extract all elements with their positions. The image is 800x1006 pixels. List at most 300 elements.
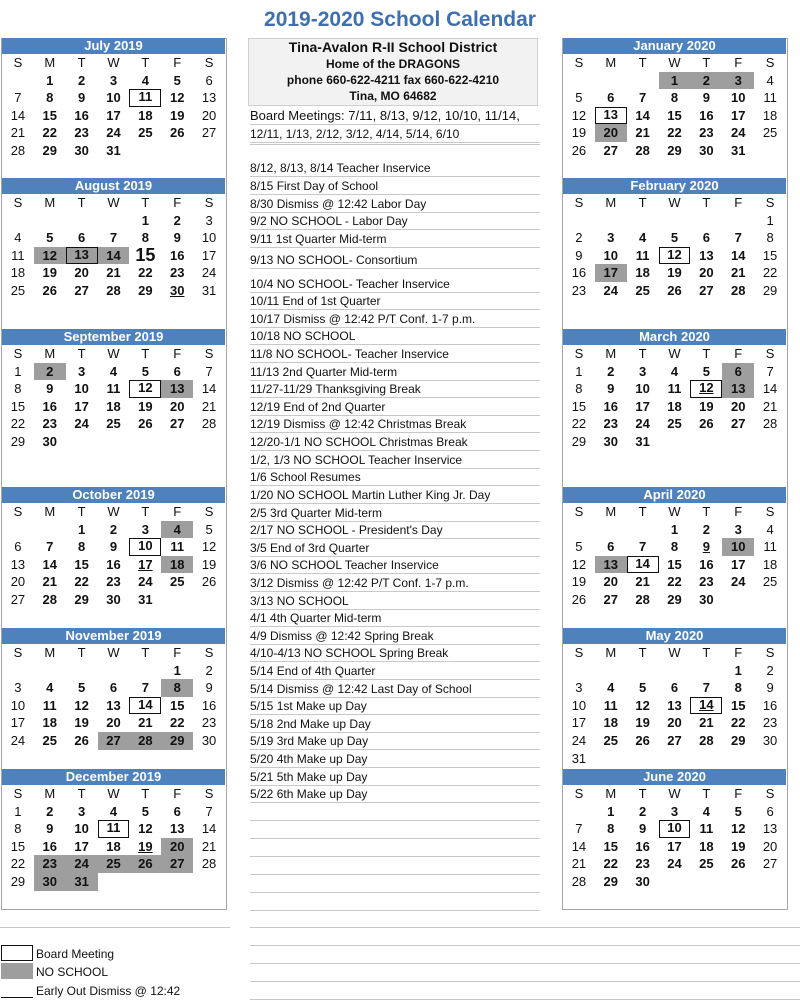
day-cell: 11	[98, 820, 130, 838]
day-cell: 29	[730, 732, 746, 748]
day-cell: 31	[106, 142, 121, 158]
event-line: 4/1 4th Quarter Mid-term	[250, 610, 540, 627]
day-cell: 22	[667, 574, 682, 590]
day-cell: 24	[571, 732, 587, 748]
district-name: Tina-Avalon R-II School District	[288, 39, 498, 55]
day-cell: 12	[129, 380, 161, 398]
day-cell: 24	[730, 125, 746, 141]
event-line: 8/15 First Day of School	[250, 178, 540, 195]
day-cell: 8	[14, 821, 22, 837]
weekday-label: W	[107, 786, 120, 801]
weekday-label: M	[44, 504, 56, 519]
calendar-june-2020	[563, 769, 786, 891]
day-cell: 20	[106, 715, 121, 731]
day-cell: 19	[635, 715, 650, 731]
weekday-label: T	[141, 786, 150, 801]
day-cell: 10	[571, 697, 587, 713]
day-cell: 16	[42, 398, 57, 414]
day-cell: 27	[603, 591, 618, 607]
day-cell: 8	[78, 539, 86, 555]
day-cell: 8	[766, 230, 774, 246]
day-cell: 22	[571, 416, 587, 432]
day-cell: 10	[10, 697, 26, 713]
event-line: 10/11 End of 1st Quarter	[250, 293, 540, 310]
day-cell: 2	[575, 230, 583, 246]
day-cell: 13	[10, 556, 26, 572]
day-cell: 14	[627, 556, 659, 574]
day-cell: 10	[129, 538, 161, 556]
day-cell: 7	[109, 230, 118, 246]
weekday-label: S	[574, 786, 584, 801]
day-cell: 4	[109, 803, 118, 819]
weekday-label: F	[173, 195, 182, 210]
day-cell: 15	[762, 247, 778, 263]
day-cell: 23	[603, 416, 618, 432]
weekday-label: S	[204, 504, 214, 519]
day-cell: 17	[201, 247, 217, 263]
weekday-label: W	[107, 346, 120, 361]
empty-cell	[690, 212, 722, 230]
empty-cell	[129, 662, 161, 680]
weekday-label: F	[173, 645, 182, 660]
day-cell: 31	[635, 433, 650, 449]
day-cell: 17	[138, 556, 153, 572]
day-cell: 21	[10, 125, 26, 141]
day-cell: 7	[575, 821, 583, 837]
day-cell: 4	[109, 363, 118, 379]
day-cell: 21	[635, 574, 650, 590]
day-cell: 8	[607, 821, 615, 837]
day-cell: 31	[571, 750, 587, 766]
month-grid	[563, 54, 786, 160]
day-cell: 14	[201, 821, 217, 837]
day-cell: 5	[575, 90, 583, 106]
day-cell: 11	[106, 381, 121, 397]
day-cell: 25	[699, 856, 714, 872]
day-cell: 1	[607, 803, 615, 819]
day-cell: 21	[730, 265, 746, 281]
day-cell: 7	[205, 363, 213, 379]
empty-cell	[722, 212, 754, 230]
day-cell: 23	[635, 856, 650, 872]
day-cell: 30	[699, 591, 714, 607]
weekday-label: S	[765, 645, 775, 660]
day-cell: 11	[170, 539, 185, 555]
day-cell: 22	[762, 265, 778, 281]
day-cell: 2	[173, 212, 181, 228]
day-cell: 19	[74, 715, 89, 731]
day-cell: 10	[722, 538, 754, 556]
day-cell: 3	[734, 521, 742, 537]
day-cell: 9	[46, 381, 54, 397]
day-cell: 19	[667, 265, 682, 281]
day-cell: 5	[734, 803, 742, 819]
day-cell: 5	[141, 363, 149, 379]
day-cell: 20	[603, 574, 618, 590]
empty-cell	[627, 662, 659, 680]
day-cell: 9	[173, 230, 181, 246]
weekday-label: F	[734, 645, 743, 660]
event-line: 12/19 End of 2nd Quarter	[250, 399, 540, 416]
day-cell: 31	[66, 873, 98, 891]
weekday-label: F	[734, 195, 743, 210]
day-cell: 17	[10, 715, 26, 731]
day-cell: 30	[42, 433, 57, 449]
day-cell: 22	[10, 856, 26, 872]
day-cell: 12	[138, 821, 153, 837]
day-cell: 25	[762, 574, 778, 590]
day-cell: 23	[169, 265, 185, 281]
day-cell: 28	[635, 591, 650, 607]
day-cell: 1	[734, 662, 742, 678]
weekday-label: T	[702, 645, 711, 660]
day-cell: 3	[639, 363, 647, 379]
event-line: 5/20 4th Make up Day	[250, 751, 540, 768]
empty-cell	[563, 662, 595, 680]
empty-cell	[98, 662, 130, 680]
day-cell: 18	[106, 398, 121, 414]
day-cell: 9	[607, 381, 615, 397]
month-header: October 2019	[2, 487, 225, 503]
day-cell: 10	[659, 820, 691, 838]
day-cell: 23	[201, 715, 217, 731]
weekday-label: T	[141, 346, 150, 361]
day-cell: 19	[730, 838, 746, 854]
calendar-august-2019	[2, 178, 225, 300]
weekday-label: W	[107, 645, 120, 660]
weekday-label: T	[638, 504, 647, 519]
day-cell: 16	[106, 556, 121, 572]
day-cell: 7	[639, 90, 647, 106]
event-line: 5/15 1st Make up Day	[250, 698, 540, 715]
day-cell: 27	[10, 591, 26, 607]
day-cell: 29	[74, 591, 89, 607]
empty-cell	[627, 212, 659, 230]
day-cell: 26	[138, 416, 153, 432]
empty-cell	[2, 72, 34, 90]
day-cell: 11	[763, 90, 777, 106]
day-cell: 8	[670, 90, 679, 106]
day-cell: 26	[667, 282, 682, 298]
weekday-label: T	[638, 645, 647, 660]
empty-cell	[563, 212, 595, 230]
day-cell: 3	[205, 212, 213, 228]
day-cell: 25	[169, 574, 185, 590]
month-grid	[2, 54, 225, 160]
day-cell: 4	[766, 521, 774, 537]
day-cell: 3	[575, 680, 583, 696]
event-line: 9/13 NO SCHOOL- Consortium	[250, 252, 540, 269]
day-cell: 8	[575, 381, 583, 397]
day-cell: 23	[34, 855, 66, 873]
weekday-label: S	[574, 645, 584, 660]
event-line: 8/12, 8/13, 8/14 Teacher Inservice	[250, 160, 540, 177]
weekday-label: T	[77, 55, 86, 70]
day-cell: 23	[106, 574, 121, 590]
day-cell: 14	[129, 697, 161, 715]
day-cell: 9	[78, 90, 86, 106]
empty-cell	[34, 662, 66, 680]
day-cell: 5	[702, 363, 710, 379]
empty-cell	[2, 662, 34, 680]
day-cell: 15	[667, 107, 682, 123]
day-cell: 31	[138, 591, 153, 607]
event-line: 12/11, 1/13, 2/12, 3/12, 4/14, 5/14, 6/10	[250, 126, 540, 143]
month-header: December 2019	[2, 769, 225, 785]
day-cell: 9	[575, 247, 583, 263]
day-cell: 9	[766, 680, 774, 696]
event-line: 8/30 Dismiss @ 12:42 Labor Day	[250, 196, 540, 213]
day-cell: 22	[10, 416, 26, 432]
empty-cell	[595, 662, 627, 680]
event-line: 3/6 NO SCHOOL Teacher Inservice	[250, 557, 540, 574]
day-cell: 4	[14, 230, 22, 246]
day-cell: 18	[161, 556, 193, 574]
day-cell: 11	[699, 821, 714, 837]
weekday-label: T	[77, 195, 86, 210]
weekday-label: M	[44, 645, 56, 660]
event-line: 10/18 NO SCHOOL	[250, 328, 540, 345]
day-cell: 12	[690, 380, 722, 398]
day-cell: 19	[42, 265, 57, 281]
day-cell: 26	[201, 574, 217, 590]
day-cell: 28	[571, 873, 587, 889]
day-cell: 10	[603, 247, 618, 263]
day-cell: 28	[762, 416, 778, 432]
day-cell: 6	[702, 230, 710, 246]
day-cell: 19	[571, 125, 587, 141]
day-cell: 29	[161, 732, 193, 750]
day-cell: 3	[141, 521, 149, 537]
day-cell: 18	[635, 265, 650, 281]
event-line: 3/13 NO SCHOOL	[250, 593, 540, 610]
day-cell: 2	[46, 803, 54, 819]
day-cell: 25	[10, 282, 26, 298]
day-cell: 7	[766, 363, 774, 379]
day-cell: 4	[670, 363, 679, 379]
day-cell: 25	[667, 416, 682, 432]
day-cell: 5	[141, 803, 149, 819]
day-cell: 12	[659, 247, 691, 265]
legend-no-school-label: NO SCHOOL	[36, 965, 109, 979]
day-cell: 5	[639, 680, 647, 696]
early-out-swatch	[1, 982, 33, 998]
day-cell: 29	[762, 282, 778, 298]
day-cell: 28	[699, 732, 714, 748]
day-cell: 2	[34, 363, 66, 381]
day-cell: 3	[722, 72, 754, 90]
day-cell: 23	[699, 574, 714, 590]
day-cell: 12	[201, 539, 217, 555]
day-cell: 3	[78, 803, 86, 819]
weekday-label: F	[734, 346, 743, 361]
day-cell: 6	[607, 539, 615, 555]
day-cell: 4	[607, 680, 615, 696]
day-cell: 26	[699, 416, 714, 432]
event-line: 11/8 NO SCHOOL- Teacher Inservice	[250, 346, 540, 363]
month-header: February 2020	[563, 178, 786, 194]
day-cell: 16	[169, 247, 185, 263]
day-cell: 6	[173, 803, 181, 819]
weekday-label: S	[765, 346, 775, 361]
day-cell: 16	[201, 697, 217, 713]
weekday-label: S	[13, 645, 23, 660]
day-cell: 26	[571, 142, 587, 158]
event-line: 1/6 School Resumes	[250, 469, 540, 486]
day-cell: 24	[106, 125, 121, 141]
empty-cell	[690, 662, 722, 680]
day-cell: 8	[670, 539, 679, 555]
day-cell: 20	[699, 265, 714, 281]
weekday-label: M	[44, 346, 56, 361]
day-cell: 24	[138, 574, 153, 590]
day-cell: 28	[10, 142, 26, 158]
day-cell: 22	[42, 125, 57, 141]
day-cell: 21	[635, 125, 650, 141]
day-cell: 21	[106, 265, 121, 281]
day-cell: 26	[635, 732, 650, 748]
day-cell: 1	[575, 363, 583, 379]
event-line: 2/17 NO SCHOOL - President's Day	[250, 522, 540, 539]
day-cell: 5	[78, 680, 86, 696]
day-cell: 18	[762, 556, 778, 572]
calendar-may-2020	[563, 628, 786, 767]
day-cell: 27	[161, 855, 193, 873]
day-cell: 24	[730, 574, 746, 590]
day-cell: 26	[169, 125, 185, 141]
day-cell: 13	[595, 556, 627, 574]
event-line: 12/19 Dismiss @ 12:42 Christmas Break	[250, 416, 540, 433]
day-cell: 21	[571, 856, 587, 872]
calendar-february-2020	[563, 178, 786, 300]
calendar-october-2019	[2, 487, 225, 609]
day-cell: 1	[670, 521, 679, 537]
day-cell: 9	[109, 539, 118, 555]
day-cell: 22	[603, 856, 618, 872]
day-cell: 24	[201, 265, 217, 281]
day-cell: 13	[169, 821, 185, 837]
day-cell: 5	[575, 539, 583, 555]
month-grid	[2, 345, 225, 451]
day-cell: 15	[42, 107, 57, 123]
day-cell: 1	[14, 803, 22, 819]
weekday-label: T	[702, 346, 711, 361]
day-cell: 21	[201, 838, 217, 854]
day-cell: 23	[699, 125, 714, 141]
weekday-label: T	[141, 195, 150, 210]
day-cell: 29	[603, 873, 618, 889]
day-cell: 28	[106, 282, 121, 298]
day-cell: 17	[730, 556, 746, 572]
day-cell: 1	[766, 212, 774, 228]
event-line: 5/21 5th Make up Day	[250, 769, 540, 786]
day-cell: 17	[74, 838, 89, 854]
day-cell: 19	[201, 556, 217, 572]
empty-cell	[98, 212, 130, 230]
weekday-label: W	[668, 645, 681, 660]
weekday-label: M	[44, 55, 56, 70]
day-cell: 22	[667, 125, 682, 141]
day-cell: 19	[169, 107, 185, 123]
weekday-label: S	[574, 195, 584, 210]
day-cell: 26	[74, 732, 89, 748]
calendar-january-2020	[563, 38, 786, 160]
empty-cell	[595, 521, 627, 539]
calendar-july-2019	[2, 38, 225, 160]
day-cell: 8	[161, 679, 193, 697]
event-line: 12/20-1/1 NO SCHOOL Christmas Break	[250, 434, 540, 451]
weekday-label: M	[605, 786, 617, 801]
day-cell: 29	[571, 433, 587, 449]
day-cell: 1	[46, 72, 54, 88]
day-cell: 28	[42, 591, 57, 607]
weekday-label: S	[204, 55, 214, 70]
month-grid	[563, 644, 786, 767]
weekday-label: W	[668, 55, 681, 70]
day-cell: 30	[169, 282, 185, 298]
day-cell: 10	[74, 821, 89, 837]
day-cell: 1	[14, 363, 22, 379]
weekday-label: W	[107, 195, 120, 210]
day-cell: 6	[766, 803, 774, 819]
day-cell: 6	[109, 680, 118, 696]
event-line: Board Meetings: 7/11, 8/13, 9/12, 10/10, 11/14,	[250, 108, 540, 125]
weekday-label: S	[13, 346, 23, 361]
legend-early-out-label: Early Out Dismiss @ 12:42	[36, 984, 181, 998]
event-line: 1/2, 1/3 NO SCHOOL Teacher Inservice	[250, 452, 540, 469]
weekday-label: S	[204, 786, 214, 801]
day-cell: 28	[129, 732, 161, 750]
weekday-label: F	[734, 504, 743, 519]
event-line: 5/14 Dismiss @ 12:42 Last Day of School	[250, 681, 540, 698]
day-cell: 1	[173, 662, 181, 678]
day-cell: 9	[702, 90, 710, 106]
weekday-label: M	[605, 195, 617, 210]
day-cell: 13	[762, 821, 778, 837]
day-cell: 25	[138, 125, 153, 141]
empty-cell	[659, 212, 691, 230]
empty-cell	[2, 521, 34, 539]
month-header: June 2020	[563, 769, 786, 785]
event-line: 11/27-11/29 Thanksgiving Break	[250, 381, 540, 398]
weekday-label: T	[141, 55, 150, 70]
day-cell: 21	[138, 715, 153, 731]
day-cell: 28	[201, 856, 217, 872]
day-cell: 5	[205, 521, 213, 537]
day-cell: 14	[635, 107, 650, 123]
empty-cell	[66, 212, 98, 230]
day-cell: 7	[639, 539, 647, 555]
day-cell: 7	[46, 539, 54, 555]
weekday-label: F	[173, 346, 182, 361]
day-cell: 16	[635, 838, 650, 854]
day-cell: 18	[10, 265, 26, 281]
day-cell: 12	[74, 697, 89, 713]
day-cell: 13	[201, 90, 217, 106]
day-cell: 7	[14, 90, 22, 106]
day-cell: 6	[78, 230, 86, 246]
weekday-label: S	[765, 55, 775, 70]
day-cell: 26	[42, 282, 57, 298]
weekday-label: F	[734, 786, 743, 801]
event-line: 10/4 NO SCHOOL- Teacher Inservice	[250, 276, 540, 293]
day-cell: 13	[106, 697, 121, 713]
event-line: 2/5 3rd Quarter Mid-term	[250, 505, 540, 522]
event-line: 3/5 End of 3rd Quarter	[250, 540, 540, 557]
day-cell: 2	[607, 363, 615, 379]
weekday-label: S	[574, 504, 584, 519]
day-cell: 7	[141, 680, 149, 696]
